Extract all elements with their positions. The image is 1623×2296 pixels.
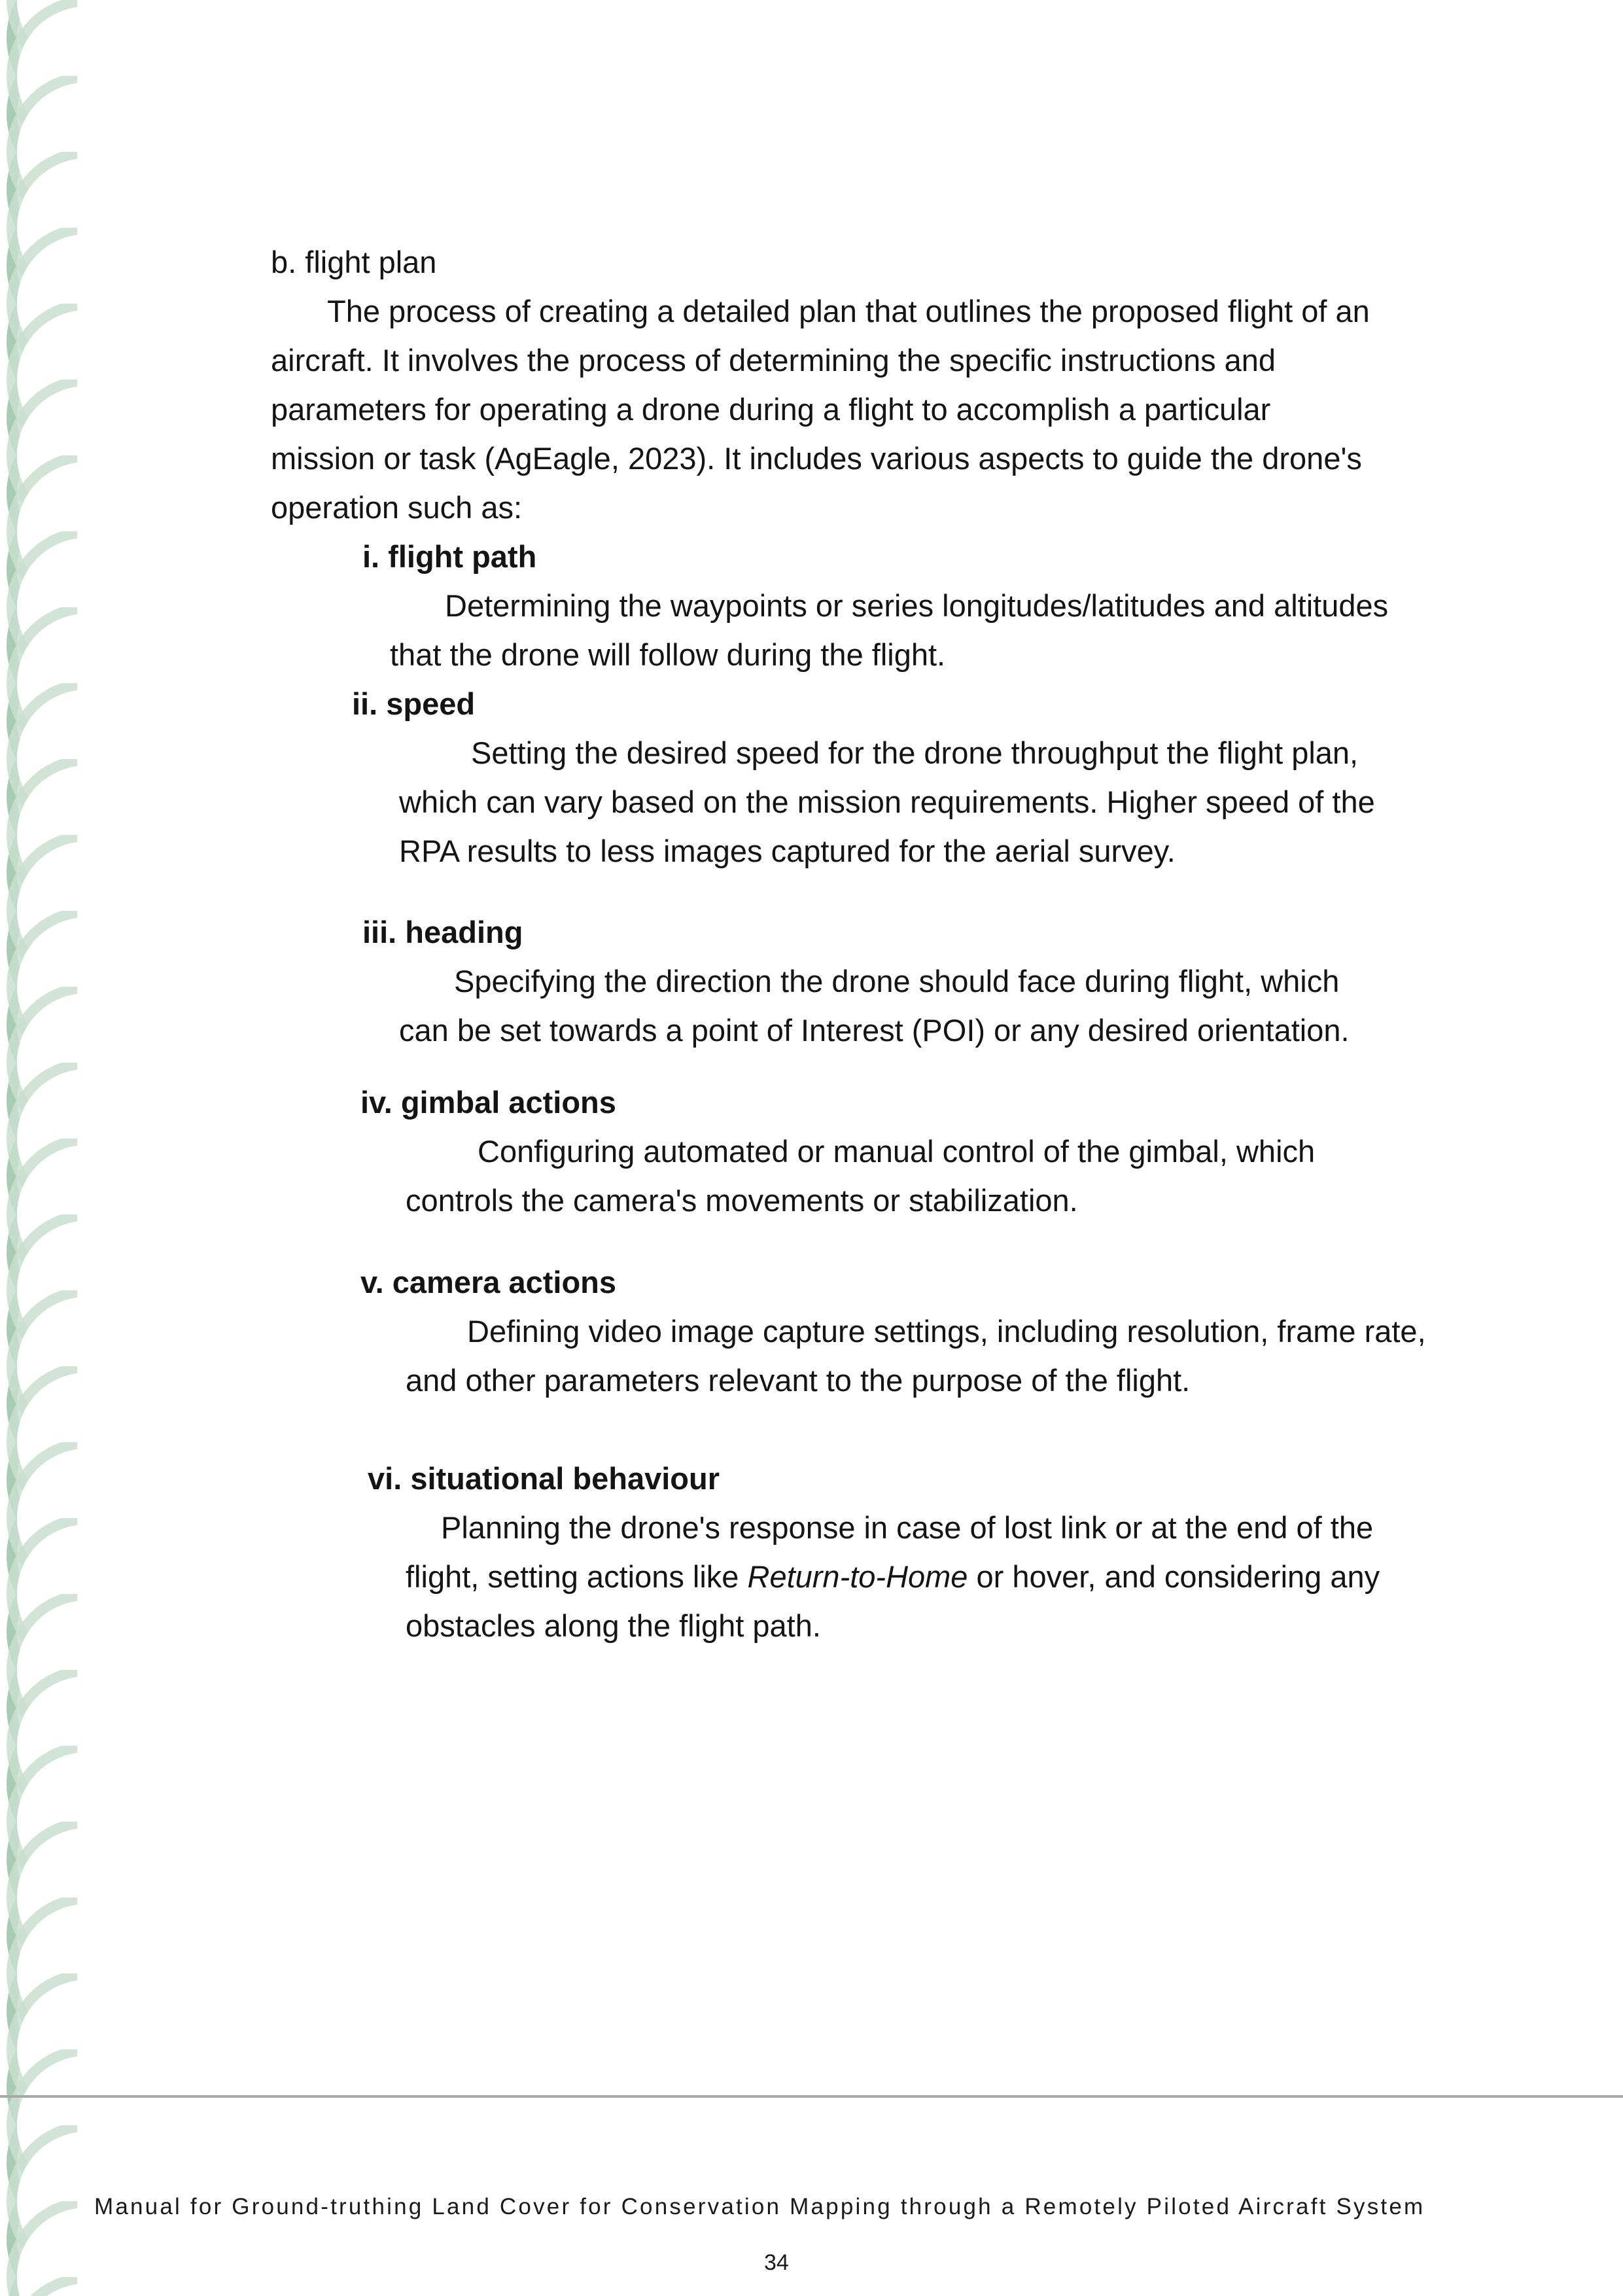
page-number: 34 — [764, 2250, 789, 2275]
intro-line-2: aircraft. It involves the process of determining the specific instructions and — [271, 343, 1276, 378]
intro-line-4: mission or task (AgEagle, 2023). It includes various aspects to guide the drone's — [271, 441, 1362, 476]
intro-line-5: operation such as: — [271, 490, 523, 525]
item-text: controls the camera's movements or stabilization. — [406, 1183, 1078, 1218]
item-heading-situational-behaviour: vi. situational behaviour — [368, 1461, 720, 1496]
item-heading-gimbal-actions: iv. gimbal actions — [360, 1085, 616, 1120]
decorative-border-pattern — [0, 0, 77, 2296]
item-text: Defining video image capture settings, including resolution, frame rate, — [467, 1314, 1426, 1349]
footer-title: Manual for Ground-truthing Land Cover for Conservation Mapping through a Remotely Piloted Aircraft System — [94, 2194, 1425, 2219]
item-text: Specifying the direction the drone should face during flight, which — [454, 964, 1340, 998]
item-text: Determining the waypoints or series longitudes/latitudes and altitudes — [445, 588, 1389, 623]
item-text: and other parameters relevant to the purpose of the flight. — [406, 1363, 1191, 1398]
item-text: can be set towards a point of Interest (POI) or any desired orientation. — [399, 1013, 1350, 1048]
footer-rule — [0, 2095, 1623, 2098]
return-to-home-term: Return-to-Home — [747, 1559, 968, 1594]
item-heading-speed: ii. speed — [352, 686, 476, 721]
item-text: which can vary based on the mission requirements. Higher speed of the — [399, 785, 1375, 819]
intro-line-3: parameters for operating a drone during a flight to accomplish a particular — [271, 392, 1271, 427]
item-text: obstacles along the flight path. — [406, 1608, 821, 1643]
item-text-part: or hover, and considering any — [968, 1559, 1380, 1594]
item-text: Configuring automated or manual control of the gimbal, which — [478, 1134, 1316, 1169]
item-heading-heading: iii. heading — [362, 915, 523, 949]
item-text — [406, 1561, 1380, 1592]
section-title: b. flight plan — [271, 245, 437, 279]
item-heading-camera-actions: v. camera actions — [360, 1265, 617, 1299]
intro-line-1: The process of creating a detailed plan that outlines the proposed flight of an — [327, 294, 1370, 328]
item-heading-flight-path: i. flight path — [362, 539, 537, 574]
item-text: Planning the drone's response in case of lost link or at the end of the — [441, 1510, 1374, 1545]
item-text-part: flight, setting actions like — [406, 1559, 748, 1594]
item-text: that the drone will follow during the flight. — [390, 637, 946, 672]
item-text: RPA results to less images captured for the aerial survey. — [399, 834, 1176, 868]
item-text: Setting the desired speed for the drone throughput the flight plan, — [471, 735, 1359, 770]
